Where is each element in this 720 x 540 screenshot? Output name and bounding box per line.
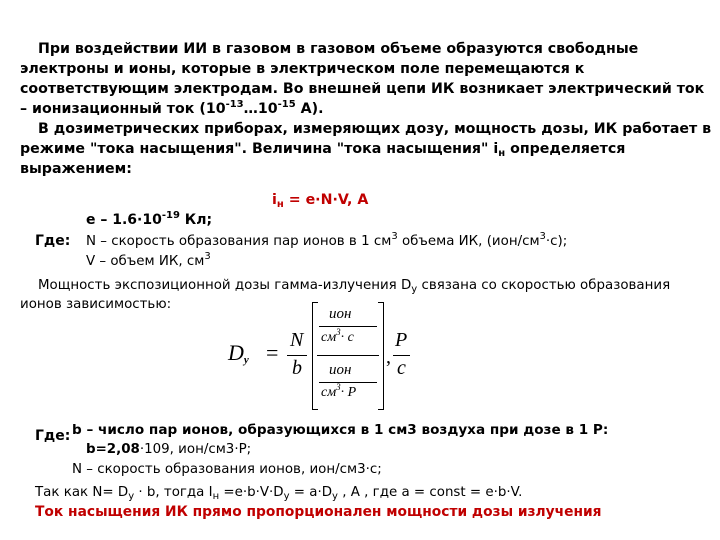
formula2-sub: y bbox=[243, 354, 249, 366]
def-v-exp: 3 bbox=[204, 251, 211, 262]
formula2-lhs bbox=[228, 340, 249, 366]
where2-n-line: N – скорость образования ионов, ион/см3·с; bbox=[72, 462, 382, 477]
def-e bbox=[86, 211, 212, 230]
smp-bottom bbox=[321, 382, 357, 401]
def-e-pre: e – 1.6·10 bbox=[86, 212, 162, 228]
para4-mid2: =e·b·V·D bbox=[219, 485, 284, 500]
smc-top bbox=[321, 327, 354, 346]
sm-top-exp: 3 bbox=[336, 327, 341, 337]
formula2-comma: , bbox=[386, 346, 391, 368]
right-bracket bbox=[378, 302, 384, 410]
where2-b-line: b – число пар ионов, образующихся в 1 см3 воздуха при дозе в 1 Р: bbox=[72, 422, 609, 438]
fraction-line-main bbox=[317, 355, 379, 356]
para3-line2: ионов зависимостью: bbox=[20, 297, 172, 312]
formula1-rhs: = e·N·V, А bbox=[283, 192, 369, 208]
para1-line1: При воздействии ИИ в газовом в газовом объеме образуются свободные bbox=[38, 41, 639, 57]
fraction-line-pc bbox=[393, 355, 410, 356]
sub-n: н bbox=[498, 148, 506, 159]
para4-mid3: = a·D bbox=[289, 485, 333, 500]
sm-bot: см bbox=[321, 385, 337, 400]
para1-line3: соответствующим электродам. Во внешней цепи ИК возникает электрический ток bbox=[20, 81, 705, 97]
def-n bbox=[86, 232, 567, 251]
para4-mid1: · b, тогда I bbox=[134, 485, 213, 500]
sm-top: см bbox=[321, 330, 337, 345]
para3-sub: у bbox=[411, 284, 418, 295]
formula1-sub: н bbox=[276, 199, 284, 210]
c-bot: · P bbox=[340, 385, 357, 400]
formula2-eq: = bbox=[266, 340, 279, 365]
formula2-P: P bbox=[395, 329, 408, 351]
c-top: · c bbox=[340, 330, 354, 345]
para3-line1-pre: Мощность экспозиционной дозы гамма-излучения D bbox=[38, 278, 412, 293]
ion-top: ион bbox=[329, 306, 352, 322]
para1-line4-post: А). bbox=[295, 101, 324, 117]
saturation-current-formula bbox=[272, 190, 368, 210]
def-n-post: ·с); bbox=[545, 234, 568, 249]
para1-line4 bbox=[20, 99, 323, 119]
b-value-pre: b=2,08 bbox=[86, 442, 140, 457]
def-e-post: Кл; bbox=[179, 212, 213, 228]
para4-sub2: н bbox=[212, 491, 220, 502]
ion-bottom: ион bbox=[329, 362, 352, 378]
def-v bbox=[86, 252, 211, 271]
where-label-2: Где: bbox=[35, 428, 71, 444]
exp1: -13 bbox=[225, 99, 244, 110]
def-e-exp: -19 bbox=[161, 210, 180, 221]
para2-line2-post: определяется bbox=[505, 141, 626, 157]
para1-line2: электроны и ионы, которые в электрическом поле перемещаются к bbox=[20, 61, 585, 77]
left-bracket bbox=[312, 302, 318, 410]
para1-line4-pre: – ионизационный ток (10 bbox=[20, 101, 226, 117]
def-v-pre: V – объем ИК, см bbox=[86, 254, 205, 269]
formula2-N: N bbox=[290, 329, 304, 351]
formula2-c: c bbox=[397, 357, 406, 379]
para2-line2 bbox=[20, 139, 625, 159]
conclusion: Ток насыщения ИК прямо пропорционален мощности дозы излучения bbox=[35, 504, 602, 520]
b-value-post: ·109, ион/см3·Р; bbox=[139, 442, 252, 457]
fraction-line-nb bbox=[287, 355, 307, 356]
formula1-lhs: i bbox=[272, 192, 277, 208]
para4-sub1: y bbox=[128, 491, 135, 502]
para4-post: , А , где a = const = e·b·V. bbox=[337, 485, 523, 500]
para4-sub4: y bbox=[332, 491, 338, 502]
para2-line1: В дозиметрических приборах, измеряющих дозу, мощность дозы, ИК работает в bbox=[38, 121, 712, 137]
para2-line3: выражением: bbox=[20, 161, 132, 177]
def-n-mid: объема ИК, (ион/см bbox=[397, 234, 540, 249]
para2-line2-pre: режиме "тока насыщения". Величина "тока насыщения" i bbox=[20, 141, 499, 157]
def-n-exp2: 3 bbox=[539, 231, 546, 242]
fraction-line-bottom bbox=[319, 382, 377, 383]
where-label-1: Где: bbox=[35, 233, 71, 249]
para4-sub3: y bbox=[283, 491, 290, 502]
fraction-line-top bbox=[319, 326, 377, 327]
exp2: -15 bbox=[277, 99, 296, 110]
formula2-b: b bbox=[292, 357, 302, 379]
sm-bot-exp: 3 bbox=[336, 382, 341, 392]
para3-line1 bbox=[38, 276, 670, 295]
formula2-D: D bbox=[228, 340, 244, 365]
para1-line4-mid: …10 bbox=[243, 101, 278, 117]
para3-line1-post: связана со скоростью образования bbox=[417, 278, 671, 293]
def-n-exp: 3 bbox=[391, 231, 398, 242]
para4-line bbox=[35, 485, 522, 500]
dose-rate-formula bbox=[226, 296, 416, 414]
para4-pre: Так как N= D bbox=[35, 485, 129, 500]
where2-b-value bbox=[86, 442, 251, 457]
def-n-pre: N – скорость образования пар ионов в 1 см bbox=[86, 234, 392, 249]
